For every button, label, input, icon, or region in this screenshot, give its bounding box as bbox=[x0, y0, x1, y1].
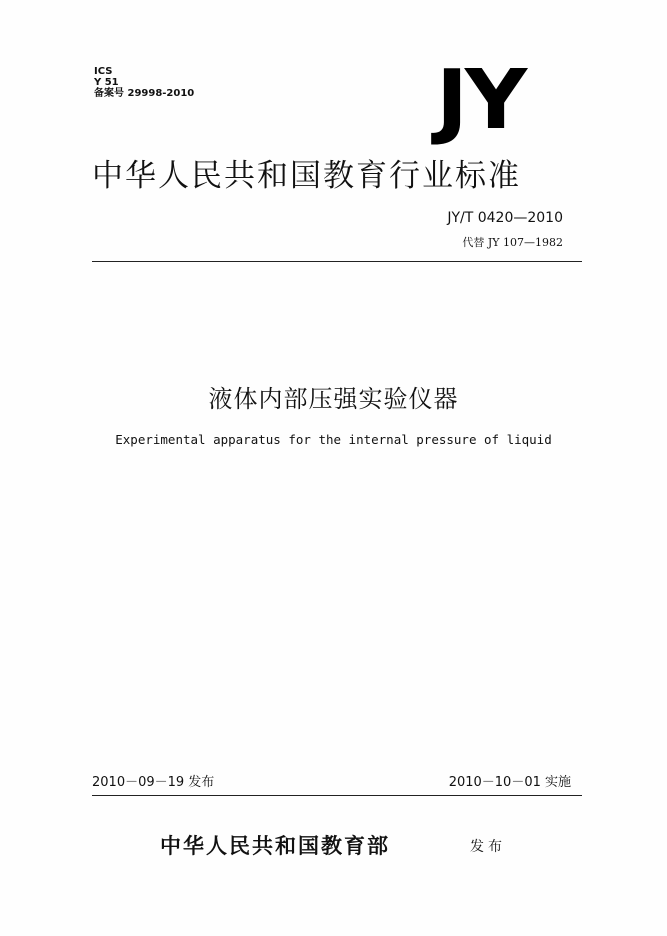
header-divider bbox=[92, 261, 582, 262]
filing-number: 备案号 29998-2010 bbox=[94, 88, 195, 99]
issuer-action-label: 发布 bbox=[470, 839, 506, 855]
classification-codes bbox=[94, 66, 194, 99]
standard-category-title: 中华人民共和国教育行业标准 bbox=[92, 158, 521, 194]
ccs-code: Y 51 bbox=[94, 77, 119, 88]
document-title-en: Experimental apparatus for the internal pressure of liquid bbox=[115, 432, 552, 447]
document-title-cn: 液体内部压强实验仪器 bbox=[208, 385, 459, 413]
ics-code: ICS bbox=[94, 66, 113, 77]
jy-logo: JY bbox=[436, 53, 525, 148]
replaced-standard: 代替 JY 107—1982 bbox=[462, 236, 563, 249]
footer-divider bbox=[92, 795, 582, 796]
issuing-authority: 中华人民共和国教育部 bbox=[160, 834, 390, 858]
issue-date: 2010－09－19 发布 bbox=[92, 775, 215, 790]
implementation-date: 2010－10－01 实施 bbox=[448, 775, 571, 790]
standard-number: JY/T 0420—2010 bbox=[447, 210, 563, 226]
